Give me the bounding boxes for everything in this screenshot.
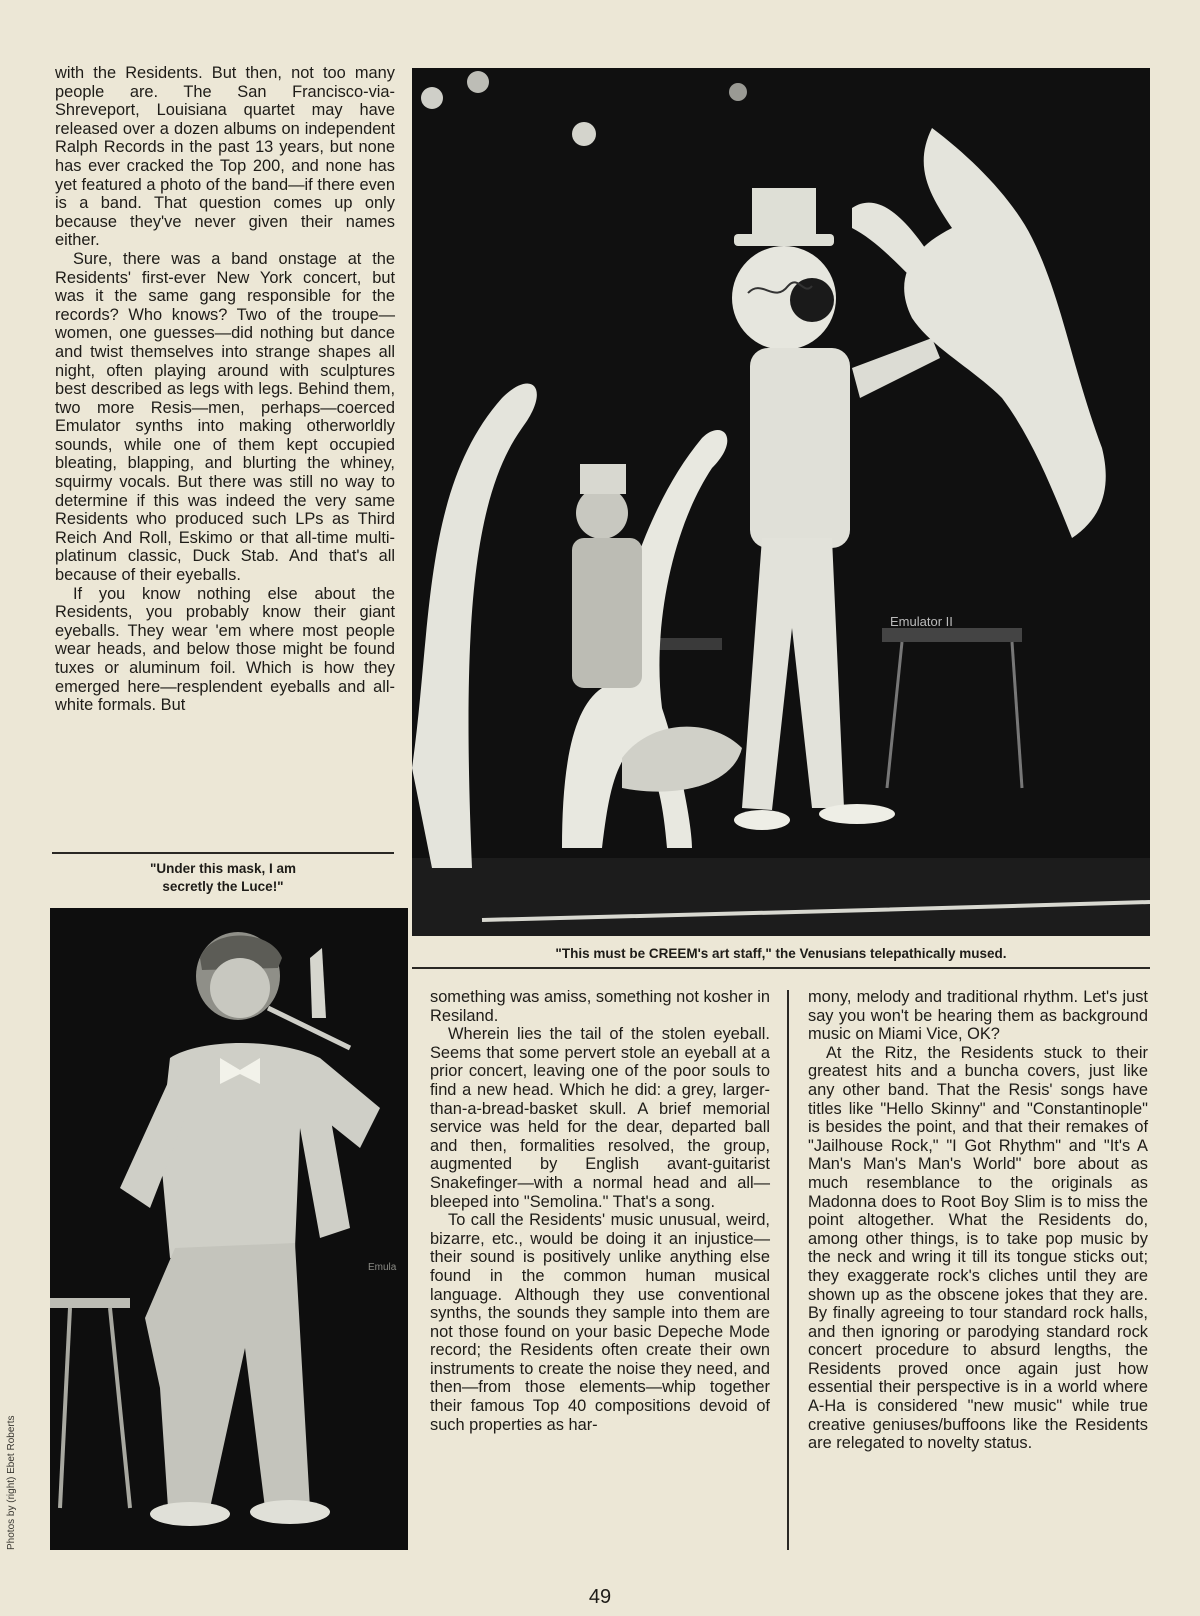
caption-rule-right [412, 967, 1150, 969]
singer-illustration [50, 908, 408, 1550]
article-column-1 [55, 64, 395, 715]
stage-illustration [412, 68, 1150, 936]
paragraph: To call the Residents' music unusual, weird, bizarre, etc., would be doing it an injustice—their sound is positively unlike anything else found in the common human musical language. Although they use conventional synths, the sounds they sample into them are not those found on your basic Depeche Mode record; the Residents often create their own instruments to create the noise they need, and then—from those elements—whip together their famous Top 40 compositions devoid of such properties as har- [430, 1211, 770, 1434]
photo-stage-performance [412, 68, 1150, 936]
paragraph: At the Ritz, the Residents stuck to their greatest hits and a buncha covers, just like any other band. That the Resis' songs have titles like "Hello Skinny" and "Constantinople" is besides the point, and that their remakes of "Jailhouse Rock," "I Got Rhythm" and "It's A Man's Man's Man's World" bore about as much resemblance to the originals as Madonna does to Root Boy Slim is to miss the point altogether. What the Residents do, among other things, is to take pop music by the neck and wring it till its tongue sticks out; they exaggerate rock's cliches until they are shown up as the obscene jokes that they are. By finally agreeing to tour standard rock halls, and then ignoring or parodying standard rock concert procedure to absurd lengths, the Residents proved once again just how essential their perspective is in a world where A-Ha is considered "new music" while true creative geniuses/buffoons like the Residents are relegated to novelty status. [808, 1043, 1148, 1453]
caption-left-line-2: secretly the Luce!" [162, 879, 284, 894]
caption-left-line-1: "Under this mask, I am [150, 861, 296, 876]
page-number: 49 [588, 1586, 612, 1608]
paragraph: mony, melody and traditional rhythm. Let's just say you won't be hearing them as background music on Miami Vice, OK? [808, 988, 1148, 1044]
caption-rule-left [52, 852, 394, 854]
column-divider [787, 990, 789, 1550]
paragraph: If you know nothing else about the Residents, you probably know their giant eyeballs. They wear 'em where most people wear heads, and below those might be found tuxes or aluminum foil. Which is how they emerged here—resplendent eyeballs and all-white formals. But [55, 584, 395, 715]
paragraph: something was amiss, something not kosher in Resiland. [430, 988, 770, 1025]
photo-singer-with-skull-mask [50, 908, 408, 1550]
photo-credit: Photos by (right) Ebet Roberts [6, 1415, 17, 1550]
article-column-3 [808, 988, 1148, 1453]
article-column-2 [430, 988, 770, 1434]
paragraph: with the Residents. But then, not too many people are. The San Francisco-via-Shreveport, Louisiana quartet may have released over a dozen albums on independent Ralph Records in the past 13 years, but none has ever cracked the Top 200, and none has yet featured a photo of the band—if there even is a band. That question comes up only because they've never given their names either. [55, 64, 395, 250]
caption-left [52, 860, 394, 896]
paragraph: Wherein lies the tail of the stolen eyeball. Seems that some pervert stole an eyeball at a prior concert, leaving one of the poor souls to find a new head. Which he did: a grey, larger-than-a-bread-basket skull. A brief memorial service was held for the dear, departed ball and then, formalities resolved, the group, augmented by English avant-guitarist Snakefinger—with a normal head and all—bleeped into "Semolina." That's a song. [430, 1025, 770, 1211]
emulator-label: Emulator II [890, 614, 953, 629]
emulator-label-small: Emula [368, 1262, 397, 1273]
paragraph: Sure, there was a band onstage at the Residents' first-ever New York concert, but was it the same gang responsible for the records? Who knows? Two of the troupe—women, one guesses—did nothing but dance and twist themselves into strange shapes all night, often playing around with sculptures best described as legs with legs. Behind them, two more Resis—men, perhaps—coerced Emulator synths into making otherworldly sounds, while one of them kept occupied bleating, blapping, and blurting the whiney, squirmy vocals. But there was still no way to determine if this was indeed the very same Residents who produced such LPs as Third Reich And Roll, Eskimo or that all-time multi-platinum classic, Duck Stab. And that's all because of their eyeballs. [55, 249, 395, 585]
caption-right: "This must be CREEM's art staff," the Venusians telepathically mused. [555, 946, 1007, 961]
